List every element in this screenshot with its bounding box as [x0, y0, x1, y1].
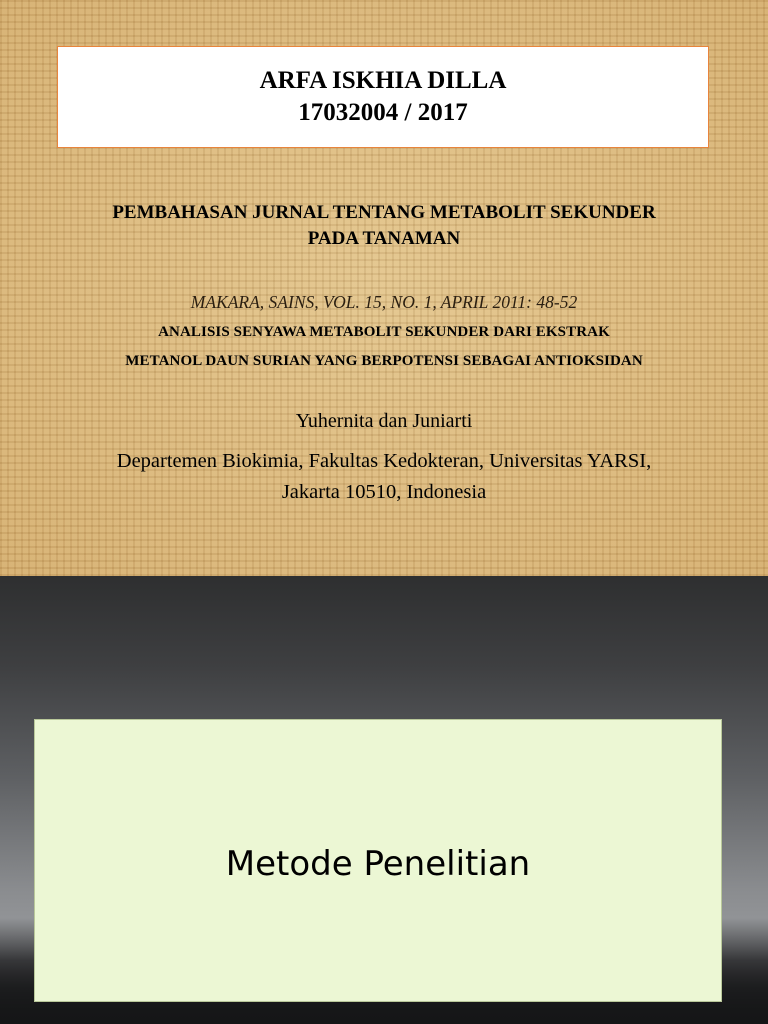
- article-authors: Yuhernita dan Juniarti: [295, 410, 473, 432]
- presentation-heading: [40, 200, 728, 252]
- student-info-box: [57, 46, 709, 148]
- heading-line-2: PADA TANAMAN: [307, 228, 461, 249]
- section-title: Metode Penelitian: [225, 843, 531, 884]
- affiliation-line-1: Departemen Biokimia, Fakultas Kedokteran, Universitas YARSI,: [116, 450, 652, 472]
- heading-line-1: PEMBAHASAN JURNAL TENTANG METABOLIT SEKUNDER: [112, 202, 656, 223]
- article-title-line-2: METANOL DAUN SURIAN YANG BERPOTENSI SEBAGAI ANTIOKSIDAN: [125, 353, 643, 369]
- student-name: ARFA ISKHIA DILLA: [259, 67, 507, 94]
- article-title-line-1: ANALISIS SENYAWA METABOLIT SEKUNDER DARI EKSTRAK: [158, 324, 610, 340]
- student-id-year: 17032004 / 2017: [298, 99, 468, 126]
- section-title-box: [34, 719, 722, 1002]
- author-affiliation: [30, 446, 738, 508]
- article-title: [30, 318, 738, 376]
- affiliation-line-2: Jakarta 10510, Indonesia: [281, 481, 487, 503]
- section-slide: [0, 576, 768, 1024]
- journal-citation: MAKARA, SAINS, VOL. 15, NO. 1, APRIL 2011: 48-52: [190, 292, 578, 312]
